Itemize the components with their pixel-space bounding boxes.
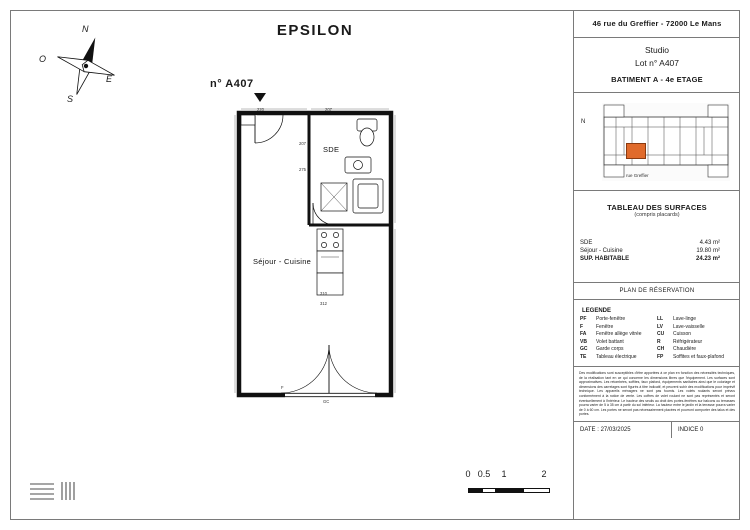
key-plan-drawing [602,103,730,181]
legend-key: TE [580,353,587,360]
footer-date [574,422,672,438]
footer-indice-value: 0 [700,426,704,433]
dimension-text: 312 [320,301,327,306]
list-item [657,324,734,332]
legend-key: VB [580,338,587,345]
info-panel [573,10,740,520]
page-title: EPSILON [276,22,354,39]
reservation-plan-label: PLAN DE RÉSERVATION [574,283,740,300]
key-plan [574,93,740,191]
list-item [580,316,657,324]
surface-total-label: SUP. HABITABLE [580,256,630,262]
legend-desc: Porte-fenêtre [596,316,626,322]
list-item [580,331,657,339]
list-item [657,354,734,362]
legal-notice: Des modifications sont susceptibles d'être apportées à ce plan en fonction des nécessités techniques, de la réalisation tant en ce qui concerne les dimensions libres que l'équipement. Les surfaces sont approximatives. Les retombées, soffites, faux plafond, équipements sanitaires ainsi que le coloriage et dimensions des carrelages sont figurés à titre indicatif, et peuvent subir des modifications pour imprévif technique. Les appareils ménagers ne sont pas fournis. Les volets roulants seront prévus conformément à la notice de vente. Les coffres de volet roulant ne sont pas représentés et seront éventuellement à l'intérieur. Le hauteur des seuils au droit des portes-fenêtres sur balcons ou terrasses pourra varier de 5 à 35 cm à partir du sol intérieur. La hauteur entre le jardin et la terrasse pourra varier de 0 à 60 cm. Les portes ne seront pas nécessairement placées et pourront comporter des talus et des portes. [574,367,740,422]
door-mark-f: F [281,385,284,390]
legend-desc: Réfrigérateur [673,338,703,345]
legend-key: CH [657,346,665,352]
compass-rose [28,22,138,117]
footer-indice-label: INDICE [678,426,699,433]
hatch-icon [28,480,88,502]
compass-label-north: N [82,24,89,34]
list-item [580,324,657,332]
legend-key: R [657,338,661,345]
surface-table [580,239,734,263]
dimension-text: 275 [299,167,306,172]
surface-table-block [574,191,740,283]
entrance-arrow-icon [254,93,266,102]
legend-key: FA [580,331,587,337]
footer-indice [672,422,740,438]
legend-desc: Lave-linge [673,316,697,322]
legend-grid [580,316,734,361]
panel-footer [574,422,740,438]
surface-row-label: Séjour - Cuisine [580,248,623,254]
list-item [580,339,657,347]
floor-plan-drawing [225,105,405,405]
scale-bar-ticks [468,488,550,493]
table-row-total [580,255,734,263]
apartment-number-label: n° A407 [210,78,254,90]
key-plan-street-label: rue Greffier [626,173,649,178]
legend-desc: Garde corps [596,346,624,352]
scale-bar [465,469,550,500]
compass-label-west: O [39,54,47,64]
building-floor: BATIMENT A - 4e ETAGE [611,75,703,84]
footer-date-label: DATE : [580,426,599,433]
footer-date-value: 27/03/2025 [600,426,631,433]
legend-key: LL [657,316,664,322]
list-item [580,354,657,362]
surface-row-value: 4.43 m² [699,240,720,246]
floor-plan-svg [225,105,405,405]
dimension-text: 310 [320,291,327,296]
hatch-legend-sample [28,480,88,502]
legend-column-left [580,316,657,361]
list-item [580,346,657,354]
legend-desc: Fenêtre [596,323,614,330]
key-plan-north-label: N [581,119,586,125]
lot-number: Lot n° A407 [634,58,680,68]
highlighted-unit-marker [626,143,646,159]
surface-row-label: SDE [580,240,593,246]
legend-key: LV [657,323,664,330]
surface-table-subtitle: (compris placards) [634,212,680,218]
compass-icon [28,22,138,117]
scale-label: 2 [541,469,547,479]
legend-key: F [580,323,584,330]
surface-total-value: 24.23 m² [695,256,720,262]
list-item [657,346,734,354]
dimension-text: 207 [325,107,332,112]
dimension-text: 220 [257,107,264,112]
legend-desc: Cuisson [673,331,692,337]
door-mark-gc: GC [323,399,330,404]
project-address: 46 rue du Greffier - 72000 Le Mans [574,10,740,38]
table-row [580,239,734,247]
list-item [657,331,734,339]
legend-key: GC [580,346,588,352]
legend-desc: Soffites et faux-plafond [673,353,725,360]
scale-label: 0.5 [477,469,491,479]
dwelling-type: Studio [644,45,670,55]
list-item [657,339,734,347]
legend-block [574,300,740,367]
scale-label: 1 [501,469,507,479]
lot-info-block [574,38,740,93]
room-label-sde: SDE [323,145,340,154]
scale-label: 0 [465,469,471,479]
legend-desc: Tableau électrique [596,353,637,360]
surface-table-title: TABLEAU DES SURFACES [607,203,707,212]
legend-title: LEGENDE [582,308,612,314]
list-item [657,316,734,324]
legend-column-right [657,316,734,361]
legend-desc: Volet battant [596,338,624,345]
legend-desc: Lave-vaisselle [673,323,705,330]
legend-key: PF [580,316,587,322]
compass-label-south: S [67,94,74,104]
legend-desc: Chaudière [673,346,697,352]
surface-row-value: 19.80 m² [696,248,720,254]
dimension-text: 207 [299,141,306,146]
legend-key: CU [657,331,665,337]
table-row [580,247,734,255]
legend-desc: Fenêtre allège vitrée [596,331,642,337]
legend-key: FP [657,353,664,360]
key-plan-svg [602,103,730,181]
compass-label-east: E [106,74,113,84]
room-label-sejour-cuisine: Séjour - Cuisine [253,257,312,266]
